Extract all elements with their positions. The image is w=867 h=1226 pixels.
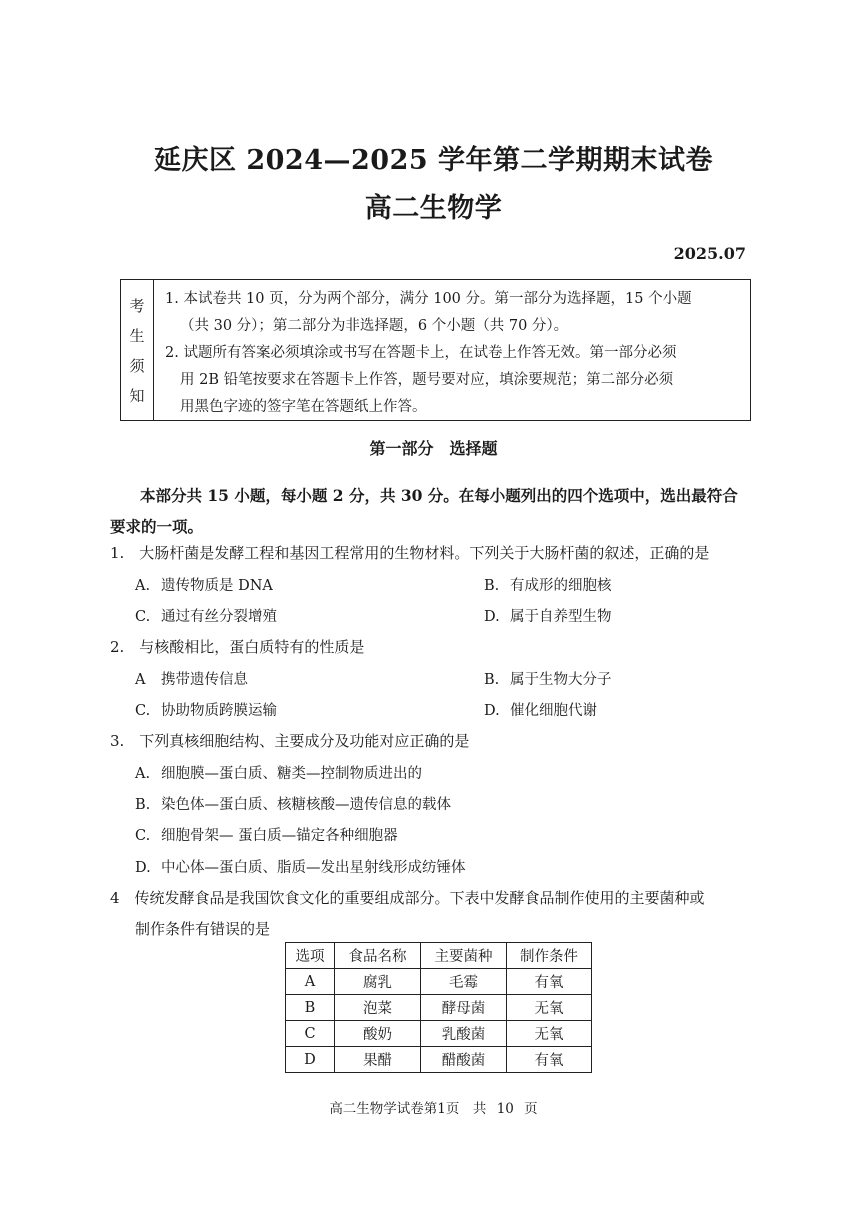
- question-1-stem: 1. 大肠杆菌是发酵工程和基因工程常用的生物材料。下列关于大肠杆菌的叙述，正确的是: [110, 544, 710, 562]
- table-cell: 乳酸菌: [421, 1021, 507, 1047]
- notice-label-char: 须: [129, 356, 145, 375]
- notice-line: 用 2B 铅笔按要求在答题卡上作答，题号要对应，填涂要规范；第二部分必须: [180, 372, 674, 388]
- question-3-option-d: D. 中心体—蛋白质、脂质—发出星射线形成纺锤体: [135, 860, 466, 876]
- exam-date: 2025.07: [673, 244, 746, 263]
- table-cell: 无氧: [507, 995, 592, 1021]
- table-cell: 无氧: [507, 1021, 592, 1047]
- notice-line: 1. 本试卷共 10 页，分为两个部分，满分 100 分。第一部分为选择题，15 个小题: [165, 291, 692, 307]
- instruction-line: 本部分共 15 小题，每小题 2 分，共 30 分。在每小题列出的四个选项中，选出最符合: [140, 486, 738, 505]
- question-3-option-a: A. 细胞膜—蛋白质、糖类—控制物质进出的: [135, 766, 422, 782]
- table-header-cell: 制作条件: [507, 943, 592, 969]
- question-3-option-b: B. 染色体—蛋白质、核糖核酸—遗传信息的载体: [135, 797, 451, 813]
- question-2-option-d: D. 催化细胞代谢: [484, 703, 597, 719]
- table-cell: 有氧: [507, 1047, 592, 1073]
- question-2-option-b: B. 属于生物大分子: [484, 672, 612, 688]
- question-3-option-c: C. 细胞骨架— 蛋白质—锚定各种细胞器: [135, 828, 398, 844]
- notice-box: [120, 279, 751, 421]
- notice-text: [154, 280, 750, 420]
- exam-subject: 高二生物学: [364, 193, 503, 224]
- table-row: [286, 995, 592, 1021]
- notice-line: 2. 试题所有答案必须填涂或书写在答题卡上，在试卷上作答无效。第一部分必须: [165, 345, 677, 361]
- table-cell: B: [286, 995, 335, 1021]
- section-instruction: [110, 480, 770, 542]
- table-cell: D: [286, 1047, 335, 1073]
- question-4-stem-cont: 制作条件有错误的是: [135, 920, 271, 938]
- table-cell: 酸奶: [335, 1021, 421, 1047]
- question-4-stem: 4 传统发酵食品是我国饮食文化的重要组成部分。下表中发酵食品制作使用的主要菌种或: [110, 889, 705, 907]
- question-1-option-b: B. 有成形的细胞核: [484, 578, 612, 594]
- table-header-row: [286, 943, 592, 969]
- table-row: [286, 1021, 592, 1047]
- table-cell: 果醋: [335, 1047, 421, 1073]
- notice-label: [121, 280, 154, 420]
- question-2-option-a: A 携带遗传信息: [135, 672, 248, 688]
- notice-label-char: 考: [129, 296, 145, 315]
- table-header-cell: 选项: [286, 943, 335, 969]
- table-cell: 腐乳: [335, 969, 421, 995]
- table-cell: 醋酸菌: [421, 1047, 507, 1073]
- notice-line: （共 30 分）；第二部分为非选择题，6 个小题（共 70 分）。: [180, 318, 569, 334]
- table-cell: 泡菜: [335, 995, 421, 1021]
- question-1-option-a: A. 遗传物质是 DNA: [135, 578, 273, 594]
- question-1-option-c: C. 通过有丝分裂增殖: [135, 609, 277, 625]
- table-row: [286, 969, 592, 995]
- section-title: 第一部分 选择题: [369, 439, 498, 458]
- table-cell: A: [286, 969, 335, 995]
- instruction-line: 要求的一项。: [110, 517, 204, 536]
- page-footer: 高二生物学试卷第1页 共 10 页: [329, 1101, 538, 1117]
- table-cell: 酵母菌: [421, 995, 507, 1021]
- fermentation-table: [285, 942, 592, 1073]
- table-header-cell: 食品名称: [335, 943, 421, 969]
- question-1-option-d: D. 属于自养型生物: [484, 609, 612, 625]
- question-2-option-c: C. 协助物质跨膜运输: [135, 703, 277, 719]
- notice-label-char: 知: [129, 386, 145, 405]
- question-2-stem: 2. 与核酸相比，蛋白质特有的性质是: [110, 638, 365, 656]
- table-row: [286, 1047, 592, 1073]
- notice-line: 用黑色字迹的签字笔在答题纸上作答。: [180, 399, 427, 415]
- question-3-stem: 3. 下列真核细胞结构、主要成分及功能对应正确的是: [110, 732, 470, 750]
- exam-title: 延庆区 2024—2025 学年第二学期期末试卷: [153, 145, 714, 176]
- table-cell: 毛霉: [421, 969, 507, 995]
- table-header-cell: 主要菌种: [421, 943, 507, 969]
- table-cell: C: [286, 1021, 335, 1047]
- notice-label-char: 生: [129, 326, 145, 345]
- table-cell: 有氧: [507, 969, 592, 995]
